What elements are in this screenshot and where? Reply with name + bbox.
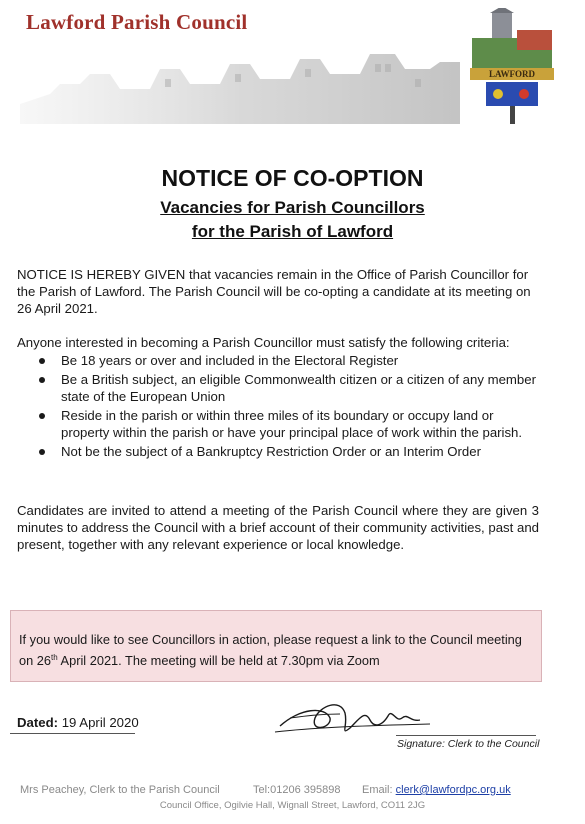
candidates-paragraph: Candidates are invited to attend a meeting of the Parish Council where they are given 3 minutes to address the Council with a brief account of their community activities, past and present, together with any relevant experience or local knowledge.: [17, 503, 539, 552]
meeting-info-text: If you would like to see Councillors in action, please request a link to the Council meeting on 26th April 2021. The meeting will be held at 7.30pm via Zoom: [19, 632, 522, 668]
meeting-info-box: [10, 610, 542, 682]
intro-paragraph: NOTICE IS HEREBY GIVEN that vacancies remain in the Office of Parish Councillor for the Parish of Lawford. The Parish Council will be co-opting a candidate at its meeting on 26 April 2021.: [17, 267, 531, 316]
notice-subtitle-line2: for the Parish of Lawford: [191, 222, 394, 241]
dated-value: 19 April 2020: [58, 715, 139, 730]
lawford-village-sign: [462, 8, 562, 124]
bullet-icon: [39, 413, 45, 419]
bullet-icon: [39, 449, 45, 455]
bullet-icon: [39, 377, 45, 383]
dated-line: [17, 715, 139, 730]
dated-label: Dated:: [17, 715, 59, 730]
notice-subtitle-line1: Vacancies for Parish Councillors: [160, 198, 425, 217]
signature-underline: [396, 735, 536, 736]
council-name: Lawford Parish Council: [26, 10, 248, 34]
criteria-item: Be 18 years or over and included in the Electoral Register: [17, 352, 537, 369]
criteria-item: Not be the subject of a Bankruptcy Restriction Order or an Interim Order: [17, 443, 537, 460]
notice-title: NOTICE OF CO-OPTION: [161, 165, 424, 191]
criteria-item: Be a British subject, an eligible Commonwealth citizen or a citizen of any member state of the European Union: [17, 371, 537, 405]
email-link[interactable]: clerk@lawfordpc.org.uk: [395, 784, 511, 796]
footer-clerk: Mrs Peachey, Clerk to the Parish Council: [20, 784, 220, 796]
footer-address: Council Office, Ogilvie Hall, Wignall Street, Lawford, CO11 2JG: [159, 800, 426, 811]
dated-underline: [10, 733, 135, 734]
criteria-list: [17, 352, 537, 462]
signature-label: Signature: Clerk to the Council: [397, 738, 540, 750]
footer-phone: Tel:01206 395898: [253, 784, 341, 796]
bullet-icon: [39, 358, 45, 364]
criteria-item: Reside in the parish or within three miles of its boundary or occupy land or property within the parish or have your principal place of work within the parish.: [17, 407, 537, 441]
criteria-lead: Anyone interested in becoming a Parish Councillor must satisfy the following criteria:: [17, 335, 510, 350]
village-skyline-illustration: [20, 34, 460, 124]
sign-name: LAWFORD: [488, 69, 536, 79]
footer-email: Email: clerk@lawfordpc.org.uk: [362, 784, 511, 796]
